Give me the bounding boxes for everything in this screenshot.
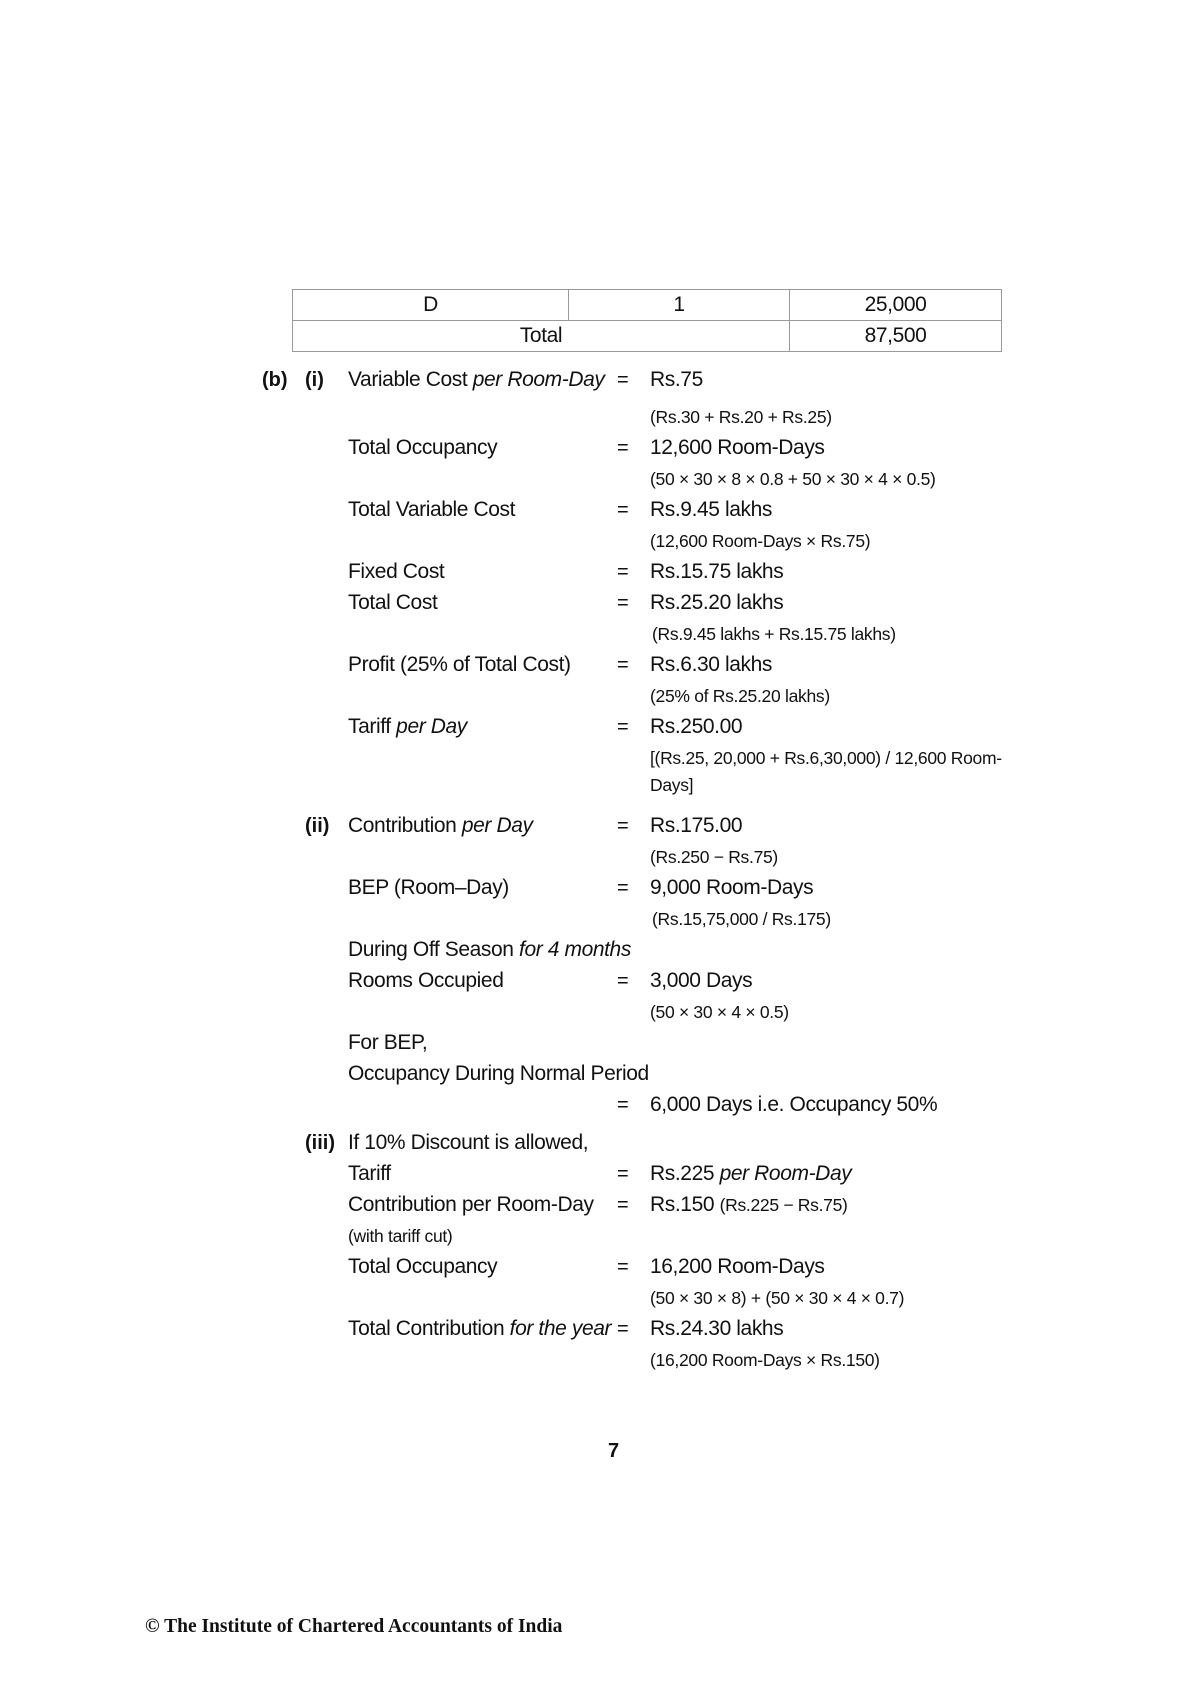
- part-b-label: (b): [262, 369, 288, 391]
- contribution-note: (Rs.250 − Rs.75): [650, 847, 778, 867]
- total-occupancy-discount-value: 16,200 Room-Days: [650, 1255, 825, 1278]
- total-occupancy-label: Total Occupancy: [348, 436, 498, 459]
- tariff-note-line-1: [(Rs.25, 20,000 + Rs.6,30,000) / 12,600 Room-: [650, 748, 1002, 768]
- for-bep-label: For BEP,: [348, 1031, 428, 1054]
- page-number: 7: [608, 1440, 620, 1462]
- table-total-value: 87,500: [790, 321, 1002, 352]
- table-cell: 1: [569, 290, 790, 321]
- equals-sign: =: [617, 561, 629, 583]
- total-cost-label: Total Cost: [348, 591, 438, 614]
- contribution-per-room-day-label: Contribution per Room-Day: [348, 1193, 594, 1216]
- equals-sign: =: [617, 1194, 629, 1216]
- equals-sign: =: [617, 1163, 629, 1185]
- part-ii-label: (ii): [305, 815, 330, 837]
- equals-sign: =: [617, 499, 629, 521]
- total-occupancy-discount-note: (50 × 30 × 8) + (50 × 30 × 4 × 0.7): [650, 1288, 905, 1308]
- equals-sign: =: [617, 716, 629, 738]
- variable-cost-label: Variable Cost per Room-Day: [348, 368, 605, 391]
- bep-label: BEP (Room–Day): [348, 876, 509, 899]
- tariff-value: Rs.250.00: [650, 715, 743, 738]
- rooms-occupied-label: Rooms Occupied: [348, 969, 504, 992]
- table-cell: 25,000: [790, 290, 1002, 321]
- tariff-cut-note: (with tariff cut): [348, 1226, 453, 1246]
- equals-sign: =: [617, 437, 629, 459]
- discount-label: If 10% Discount is allowed,: [348, 1131, 589, 1154]
- table-total-row: [293, 321, 1002, 352]
- bep-note: (Rs.15,75,000 / Rs.175): [652, 909, 831, 929]
- total-variable-cost-note: (12,600 Room-Days × Rs.75): [650, 531, 871, 551]
- bep-value: 9,000 Room-Days: [650, 876, 814, 899]
- normal-period-label: Occupancy During Normal Period: [348, 1062, 649, 1085]
- total-occupancy-value: 12,600 Room-Days: [650, 436, 825, 459]
- normal-period-value: 6,000 Days i.e. Occupancy 50%: [650, 1093, 938, 1116]
- equals-sign: =: [617, 815, 629, 837]
- tariff-note-line-2: Days]: [650, 775, 694, 795]
- total-cost-value: Rs.25.20 lakhs: [650, 591, 784, 614]
- total-contribution-label: Total Contribution for the year: [348, 1317, 612, 1340]
- table-cell: D: [293, 290, 569, 321]
- equals-sign: =: [617, 592, 629, 614]
- contribution-value: Rs.175.00: [650, 814, 743, 837]
- fixed-cost-value: Rs.15.75 lakhs: [650, 560, 784, 583]
- profit-value: Rs.6.30 lakhs: [650, 653, 773, 676]
- equals-sign: =: [617, 1094, 629, 1116]
- total-occupancy-discount-label: Total Occupancy: [348, 1255, 498, 1278]
- discount-tariff-label: Tariff: [348, 1162, 391, 1185]
- variable-cost-value: Rs.75: [650, 368, 703, 391]
- equals-sign: =: [617, 654, 629, 676]
- equals-sign: =: [617, 970, 629, 992]
- discount-tariff-value: Rs.225 per Room-Day: [650, 1162, 852, 1185]
- equals-sign: =: [617, 1318, 629, 1340]
- equals-sign: =: [617, 369, 629, 391]
- total-contribution-value: Rs.24.30 lakhs: [650, 1317, 784, 1340]
- footer-copyright: © The Institute of Chartered Accountants of India: [145, 1616, 563, 1637]
- contribution-label: Contribution per Day: [348, 814, 533, 837]
- allocation-table: [292, 289, 1002, 352]
- variable-cost-note: (Rs.30 + Rs.20 + Rs.25): [650, 407, 832, 427]
- total-occupancy-note: (50 × 30 × 8 × 0.8 + 50 × 30 × 4 × 0.5): [650, 469, 936, 489]
- rooms-occupied-note: (50 × 30 × 4 × 0.5): [650, 1002, 789, 1022]
- fixed-cost-label: Fixed Cost: [348, 560, 445, 583]
- table-total-label: Total: [293, 321, 790, 352]
- total-cost-note: (Rs.9.45 lakhs + Rs.15.75 lakhs): [652, 624, 896, 644]
- tariff-label: Tariff per Day: [348, 715, 467, 738]
- equals-sign: =: [617, 877, 629, 899]
- off-season-label: During Off Season for 4 months: [348, 938, 631, 961]
- part-i-label: (i): [305, 369, 324, 391]
- equals-sign: =: [617, 1256, 629, 1278]
- contribution-per-room-day-value: Rs.150 (Rs.225 − Rs.75): [650, 1193, 848, 1216]
- profit-note: (25% of Rs.25.20 lakhs): [650, 686, 830, 706]
- total-contribution-note: (16,200 Room-Days × Rs.150): [650, 1350, 880, 1370]
- part-iii-label: (iii): [305, 1132, 335, 1154]
- total-variable-cost-value: Rs.9.45 lakhs: [650, 498, 773, 521]
- rooms-occupied-value: 3,000 Days: [650, 969, 753, 992]
- table-row: [293, 290, 1002, 321]
- total-variable-cost-label: Total Variable Cost: [348, 498, 516, 521]
- profit-label: Profit (25% of Total Cost): [348, 653, 571, 676]
